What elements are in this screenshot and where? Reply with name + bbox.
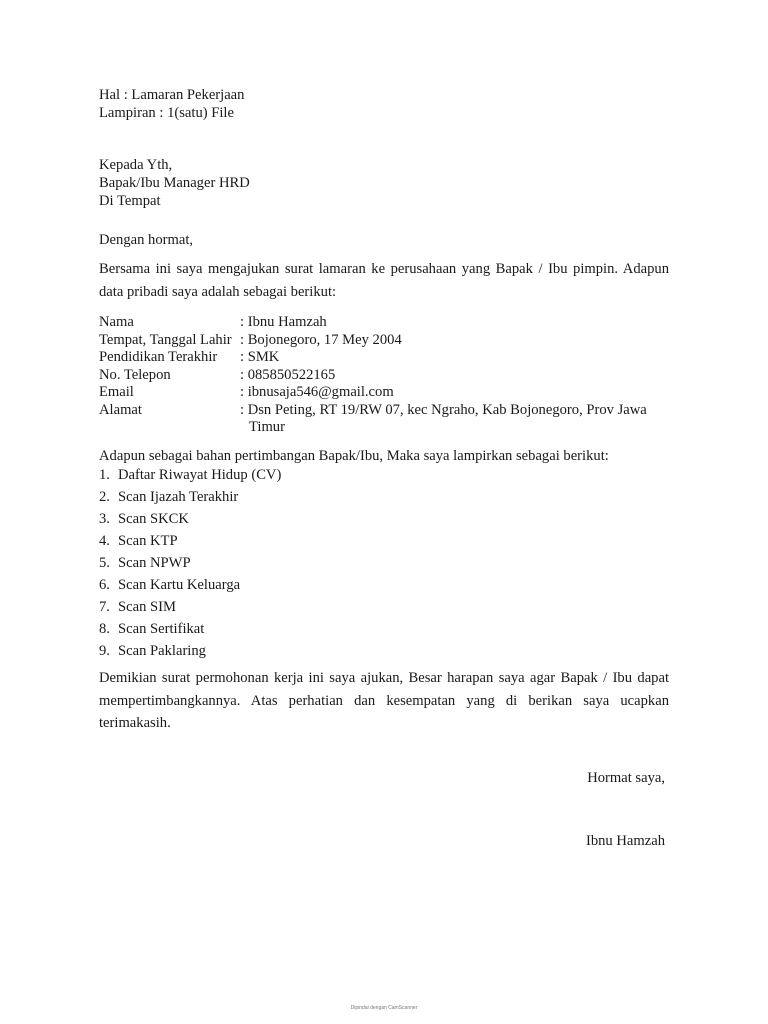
list-number: 4.	[99, 533, 110, 550]
salutation	[99, 231, 669, 249]
subject-line: Hal : Lamaran Pekerjaan	[99, 87, 245, 103]
attachments-intro-text: Adapun sebagai bahan pertimbangan Bapak/Ibu, Maka saya lampirkan sebagai berikut:	[99, 448, 609, 464]
biodata-label: Tempat, Tanggal Lahir	[99, 331, 232, 348]
list-text: Scan SKCK	[118, 511, 189, 528]
biodata-row-ttl	[99, 332, 679, 350]
biodata-table	[99, 314, 679, 437]
recipient-line-1: Kepada Yth,	[99, 157, 173, 173]
intro-text: Bersama ini saya mengajukan surat lamaran ke perusahaan yang Bapak / Ibu pimpin. Adapun data pribadi saya adalah sebagai berikut:	[99, 261, 669, 300]
biodata-row-pendidikan	[99, 349, 679, 367]
intro-paragraph	[99, 258, 669, 303]
list-number: 5.	[99, 555, 110, 571]
signoff: Hormat saya,	[587, 770, 665, 786]
scanner-watermark: Dipindai dengan CamScanner	[350, 1005, 418, 1011]
list-item	[99, 596, 659, 618]
biodata-label: Pendidikan Terakhir	[99, 349, 218, 365]
list-text: Daftar Riwayat Hidup (CV)	[118, 467, 282, 484]
list-number: 1.	[99, 467, 110, 484]
list-text: Scan Sertifikat	[118, 620, 205, 637]
salutation-text: Dengan hormat,	[99, 232, 194, 248]
biodata-value-continued: Timur	[249, 419, 285, 435]
signature-name: Ibnu Hamzah	[585, 833, 665, 849]
biodata-value: : Dsn Peting, RT 19/RW 07, kec Ngraho, Kab Bojonegoro, Prov Jawa	[240, 401, 647, 418]
list-text: Scan Paklaring	[118, 642, 206, 659]
list-number: 6.	[99, 576, 110, 593]
biodata-label: Email	[99, 384, 134, 400]
list-text: Scan Kartu Keluarga	[118, 576, 241, 593]
biodata-label: No. Telepon	[99, 366, 171, 383]
biodata-value: : SMK	[240, 349, 280, 365]
biodata-row-telepon	[99, 367, 679, 385]
list-item	[99, 487, 659, 509]
list-item	[99, 553, 659, 575]
biodata-value: : ibnusaja546@gmail.com	[240, 384, 394, 400]
recipient-line-3: Di Tempat	[99, 193, 161, 209]
list-item	[99, 509, 659, 531]
list-number: 2.	[99, 489, 110, 506]
recipient-block	[99, 156, 669, 210]
list-item	[99, 640, 659, 662]
biodata-label: Nama	[99, 314, 134, 330]
biodata-value: : Ibnu Hamzah	[240, 314, 327, 330]
list-item	[99, 574, 659, 596]
list-number: 7.	[99, 598, 110, 615]
list-text: Scan SIM	[118, 598, 176, 615]
list-number: 9.	[99, 642, 110, 659]
list-item	[99, 531, 659, 553]
biodata-label: Alamat	[99, 401, 142, 418]
attachment-count-line: Lampiran : 1(satu) File	[99, 105, 234, 121]
attachments-intro	[99, 447, 669, 465]
biodata-row-email	[99, 384, 679, 402]
list-number: 8.	[99, 620, 110, 637]
list-text: Scan KTP	[118, 533, 178, 550]
biodata-row-alamat-cont	[99, 419, 679, 437]
closing-paragraph	[99, 667, 669, 735]
attachments-list	[99, 465, 659, 662]
biodata-value: : 085850522165	[240, 366, 336, 383]
list-text: Scan NPWP	[118, 555, 191, 571]
biodata-row-nama	[99, 314, 679, 332]
list-item	[99, 465, 659, 487]
biodata-value: : Bojonegoro, 17 Mey 2004	[240, 331, 402, 348]
biodata-row-alamat	[99, 402, 679, 420]
list-number: 3.	[99, 511, 110, 528]
list-item	[99, 618, 659, 640]
recipient-line-2: Bapak/Ibu Manager HRD	[99, 175, 250, 191]
letter-header	[99, 86, 669, 122]
list-text: Scan Ijazah Terakhir	[118, 489, 239, 506]
closing-text: Demikian surat permohonan kerja ini saya ajukan, Besar harapan saya agar Bapak / Ibu dapat mempertimbangkannya. Atas perhatian dan kesempatan yang di berikan saya ucapkan terimakasih.	[99, 670, 669, 731]
